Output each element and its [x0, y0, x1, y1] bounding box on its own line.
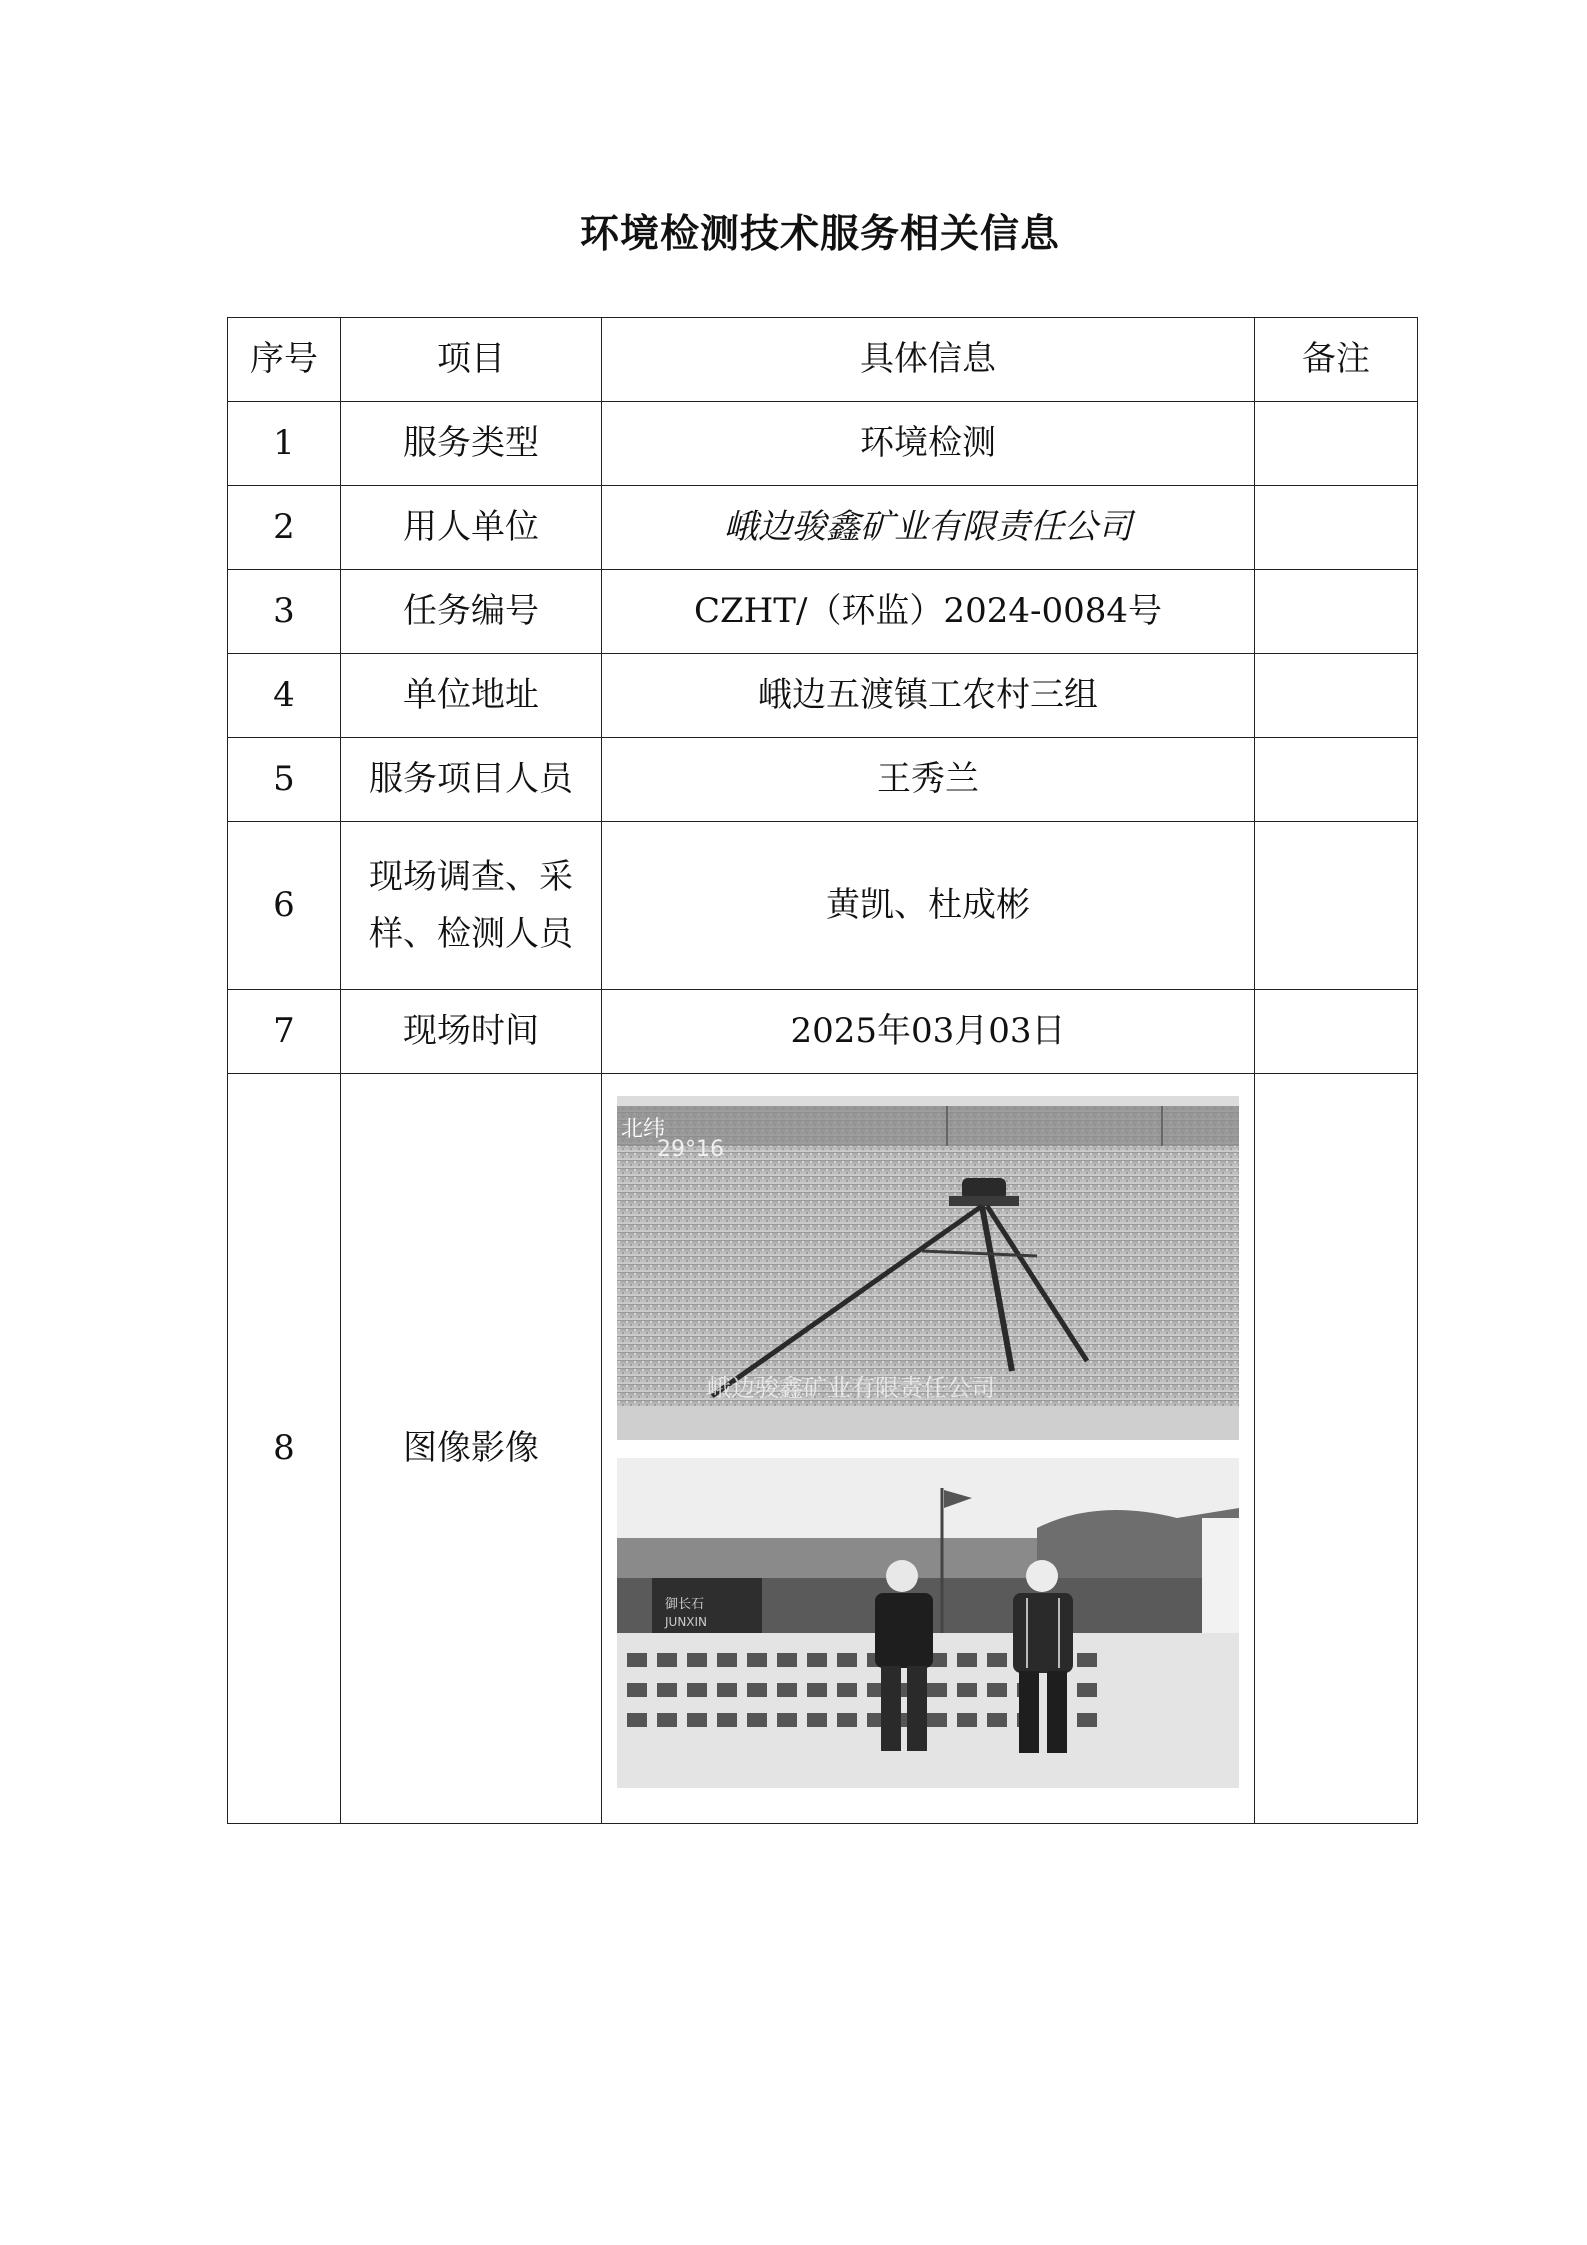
cell-note — [1255, 486, 1418, 570]
cell-no: 8 — [228, 1074, 341, 1824]
cell-note — [1255, 1074, 1418, 1824]
cell-no: 4 — [228, 654, 341, 738]
cell-info: CZHT/（环监）2024-0084号 — [602, 570, 1255, 654]
cell-info: 黄凯、杜成彬 — [602, 822, 1255, 990]
cell-note — [1255, 570, 1418, 654]
cell-no: 2 — [228, 486, 341, 570]
page-title: 环境检测技术服务相关信息 — [579, 212, 1060, 257]
cell-item: 服务项目人员 — [341, 738, 602, 822]
table-row — [228, 654, 1418, 738]
info-table — [227, 317, 1418, 1824]
table-row — [228, 486, 1418, 570]
cell-no: 7 — [228, 990, 341, 1074]
photo-sign-junxin: JUNXIN — [665, 1614, 708, 1629]
table-row — [228, 822, 1418, 990]
photo-overlay-degrees: 29°16 — [657, 1136, 724, 1162]
cell-info: 环境检测 — [602, 402, 1255, 486]
photo-overlay-latitude: 北纬 — [621, 1116, 666, 1142]
cell-info: 峨边骏鑫矿业有限责任公司 — [602, 486, 1255, 570]
cell-no: 5 — [228, 738, 341, 822]
cell-item: 任务编号 — [341, 570, 602, 654]
cell-note — [1255, 990, 1418, 1074]
cell-item: 服务类型 — [341, 402, 602, 486]
cell-photos — [602, 1074, 1255, 1824]
cell-info: 峨边五渡镇工农村三组 — [602, 654, 1255, 738]
table-row — [228, 570, 1418, 654]
cell-no: 1 — [228, 402, 341, 486]
header-note: 备注 — [1255, 318, 1418, 402]
cell-note — [1255, 822, 1418, 990]
cell-no: 3 — [228, 570, 341, 654]
table-row — [228, 1074, 1418, 1824]
cell-item-line2: 样、检测人员 — [369, 913, 573, 954]
header-item: 项目 — [341, 318, 602, 402]
photo-personnel — [617, 1458, 1239, 1802]
photo-sign-left: 御长石 — [665, 1596, 705, 1612]
photo-tripod — [617, 1096, 1239, 1440]
cell-note — [1255, 738, 1418, 822]
header-no: 序号 — [228, 318, 341, 402]
table-row — [228, 738, 1418, 822]
cell-item: 图像影像 — [341, 1074, 602, 1824]
cell-item: 用人单位 — [341, 486, 602, 570]
photo-overlay-company: 峨边骏鑫矿业有限责任公司 — [707, 1373, 995, 1402]
header-info: 具体信息 — [602, 318, 1255, 402]
table-header-row — [228, 318, 1418, 402]
cell-item-line1: 现场调查、采 — [369, 857, 573, 898]
cell-note — [1255, 402, 1418, 486]
table-row — [228, 402, 1418, 486]
cell-info: 2025年03月03日 — [602, 990, 1255, 1074]
table-row — [228, 990, 1418, 1074]
cell-info: 王秀兰 — [602, 738, 1255, 822]
cell-no: 6 — [228, 822, 341, 990]
photo-stack — [602, 1086, 1254, 1812]
cell-item: 现场时间 — [341, 990, 602, 1074]
cell-item — [341, 822, 602, 990]
cell-item: 单位地址 — [341, 654, 602, 738]
cell-note — [1255, 654, 1418, 738]
